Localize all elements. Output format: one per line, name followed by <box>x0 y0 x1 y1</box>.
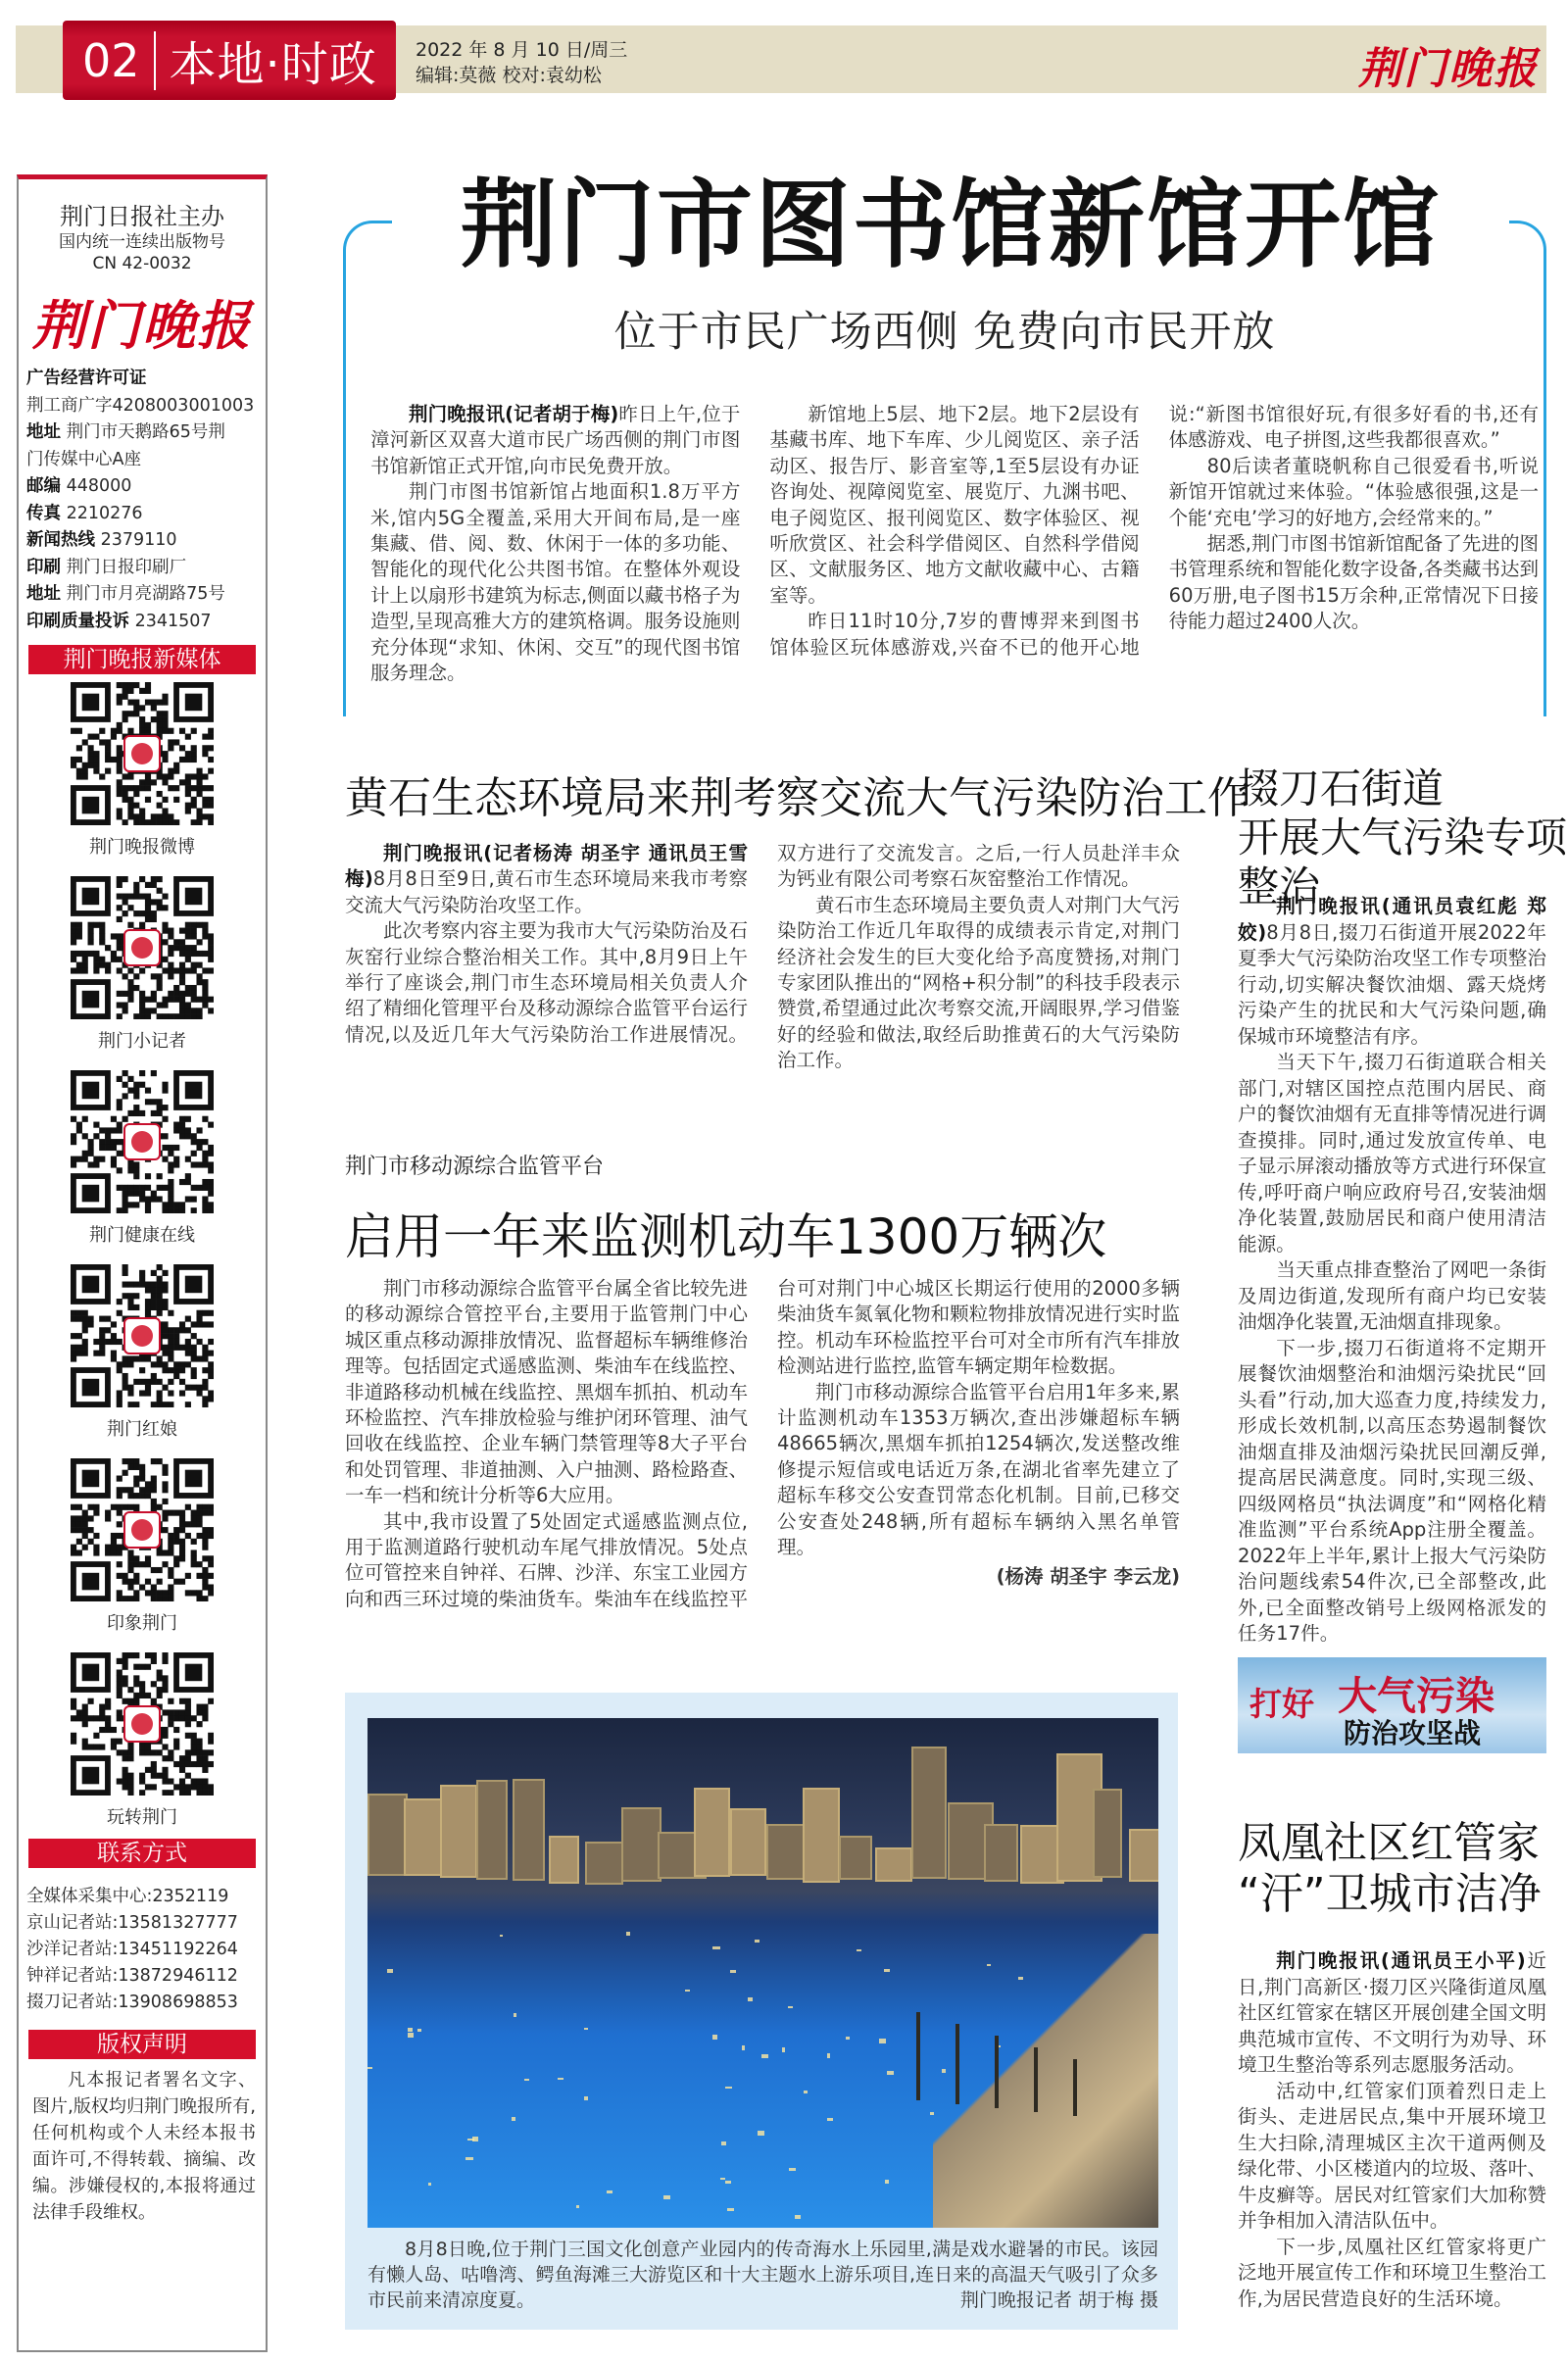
paragraph-text: 当天重点排查整治了网吧一条街及周边街道,发现所有商户均已安装油烟净化装置,无油烟直排现象。 <box>1238 1258 1546 1333</box>
light-reflection <box>685 1990 690 1992</box>
water-park-photo <box>368 1718 1158 2228</box>
paragraph-text: 下一步,掇刀石街道将不定期开展餐饮油烟整治和油烟污染扰民“回头看”行动,加大巡查力度,持续发力,形成长效机制,以高压态势遏制餐饮油烟直排及油烟污染扰民回潮反弹,提高居民满意度。同时,实现三级、四级网格员“执法调度”和“网格化精准监测”平台系统App注册全覆盖。2022年上半年,累计上报大气污染防治问题线索54件次,已全部整改,此外,已全面整改销号上级网格派发的任务17件。 <box>1238 1336 1546 1645</box>
photo-caption <box>368 2237 1158 2313</box>
light-reflection <box>789 2168 796 2170</box>
photo-building <box>875 1847 912 1882</box>
paragraph <box>1169 454 1539 531</box>
light-reflection <box>584 2096 588 2100</box>
light-reflection <box>725 2181 731 2184</box>
qr-item[interactable] <box>19 868 266 1062</box>
info-line <box>26 393 266 420</box>
qr-code-icon <box>71 1458 214 1601</box>
info-line <box>26 447 266 474</box>
copyright-text: 凡本报记者署名文字、图片,版权均归荆门晚报所有,任何机构或个人未经本报书面许可,不得转载、摘编、改编。涉嫌侵权的,本报将通过法律手段维权。 <box>32 2070 256 2223</box>
info-value: 2341507 <box>134 611 212 631</box>
light-reflection <box>755 1940 759 1943</box>
dateline: 荆门晚报讯(通讯员袁红彪 郑姣) <box>1238 895 1546 944</box>
info-value: 荆门市月亮湖路75号 <box>66 584 225 604</box>
light-reflection <box>827 2053 830 2058</box>
light-reflection <box>387 1969 394 1973</box>
info-value: 门传媒中心A座 <box>26 449 141 469</box>
photo-building <box>585 1842 623 1884</box>
info-value: 荆门市天鹅路65号荆 <box>66 422 225 442</box>
duodao-headline <box>1238 764 1568 911</box>
info-line <box>26 581 266 609</box>
motor-kicker: 荆门市移动源综合监管平台 <box>345 1155 605 1179</box>
contact-line: 钟祥记者站:13872946112 <box>26 1966 238 1986</box>
info-value: 荆门日报印刷厂 <box>66 557 187 577</box>
light-reflection <box>727 2208 734 2211</box>
light-reflection <box>758 2131 764 2136</box>
palm-tree <box>916 2012 920 2100</box>
issue-date: 2022 年 8 月 10 日/周三 <box>416 39 628 61</box>
paragraph-text: 新馆地上5层、地下2层。地下2层设有基藏书库、地下车库、少儿阅览区、亲子活动区、报告厅、影音室等,1至5层设有办证咨询处、视障阅览室、展览厅、九渊书吧、电子阅览区、报刊阅览区、数字体验区、视听欣赏区、社会科学借阅区、自然科学借阅区、文献服务区、地方文献收藏中心、古籍室等。 <box>769 403 1140 607</box>
fenghuang-headline-line2: “汗”卫城市洁净 <box>1238 1869 1542 1919</box>
info-line <box>26 555 266 582</box>
light-reflection <box>761 2054 768 2058</box>
photo-building <box>440 1785 477 1878</box>
light-reflection <box>720 2178 725 2180</box>
photo-building <box>911 1747 947 1879</box>
lead-subheadline: 位于市民广场西侧 免费向市民开放 <box>613 308 1276 357</box>
paragraph <box>1238 2235 1546 2313</box>
qr-code-icon <box>71 876 214 1019</box>
light-reflection <box>663 2195 670 2200</box>
qr-code-icon <box>71 1652 214 1796</box>
photo-building <box>730 1808 766 1876</box>
photo-building <box>404 1798 443 1876</box>
serial-number: CN 42-0032 <box>92 254 192 273</box>
light-reflection <box>857 1949 861 1951</box>
paragraph <box>370 479 740 686</box>
qr-label: 荆门红娘 <box>107 1419 177 1440</box>
byline: (杨涛 胡圣宇 李云龙) <box>996 1565 1180 1589</box>
contact-line: 京山记者站:13581327777 <box>26 1913 238 1933</box>
photo-building <box>1129 1829 1158 1882</box>
light-reflection <box>885 2180 889 2184</box>
light-reflection <box>721 2141 726 2146</box>
dateline: 荆门晚报讯(通讯员王小平) <box>1276 1949 1526 1972</box>
light-reflection <box>712 1946 720 1950</box>
paragraph-text: 此次考察内容主要为我市大气污染防治及石灰窑行业综合整治相关工作。其中,8月9日上午举行了座谈会,荆门市生态环境局相关负责人介绍了精细化管理平台及移动源综合监管平台运行情况,以及近几年大气污染防治工作进展情况。双方进行了交流发言。之后,一行人员赴洋丰众为钙业有限公司考察石灰窑整治工作情况。 <box>345 842 1180 1046</box>
paragraph-text: 荆门市图书馆新馆占地面积1.8万平方米,馆内5G全覆盖,采用大开间布局,是一座集藏、借、阅、数、休闲于一体的多功能、智能化的现代化公共图书馆。在整体外观设计上以扇形书建筑为标志,侧面以藏书格子为造型,呈现高雅大方的建筑格调。服务设施则充分体现“求知、休闲、交互”的现代图书馆服务理念。 <box>370 480 741 685</box>
light-reflection <box>712 2035 718 2040</box>
paragraph <box>1169 531 1539 635</box>
banner-text-3: 防治攻坚战 <box>1344 1717 1482 1749</box>
info-value: 2210276 <box>66 503 143 523</box>
motor-article-body <box>345 1276 1180 1619</box>
light-reflection <box>466 2157 472 2160</box>
masthead-logo: 荆门晚报 <box>1358 44 1539 94</box>
editors: 编辑:莫薇 校对:袁幼松 <box>416 65 602 86</box>
contact-list <box>19 1868 266 2030</box>
photo-building <box>513 1779 545 1881</box>
photo-credit: 荆门晚报记者 胡于梅 摄 <box>959 2289 1158 2311</box>
info-line <box>26 366 266 393</box>
duodao-headline-line1: 掇刀石街道 <box>1238 764 1445 812</box>
qr-code-icon <box>71 1070 214 1213</box>
light-reflection <box>725 2087 733 2089</box>
light-reflection <box>417 2029 421 2032</box>
light-reflection <box>500 1935 503 1937</box>
light-reflection <box>846 2037 849 2039</box>
paragraph-text: 据悉,荆门市图书馆新馆配备了先进的图书管理系统和智能化数字设备,各类藏书达到60万册,电子图书15万余种,正常情况下日接待能力超过2400人次。 <box>1168 532 1539 633</box>
info-key: 邮编 <box>26 476 61 496</box>
light-reflection <box>428 2183 431 2185</box>
info-value: 448000 <box>66 476 132 496</box>
info-value: 荆工商广字4208003001003 <box>26 395 255 416</box>
qr-code-icon <box>71 682 214 825</box>
qr-item[interactable] <box>19 1451 266 1645</box>
paragraph <box>769 402 1139 609</box>
palm-tree <box>1034 2047 1038 2112</box>
banner-text-1: 打好 <box>1250 1685 1314 1723</box>
qr-label: 荆门晚报微博 <box>89 837 195 858</box>
light-reflection <box>584 2028 589 2030</box>
info-line <box>26 473 266 501</box>
paragraph <box>777 893 1180 1074</box>
palm-tree <box>1073 2059 1077 2116</box>
paragraph <box>1238 1050 1546 1257</box>
paragraph-text: 8月8日至9日,黄石市生态环境局来我市考察交流大气污染防治攻坚工作。 <box>345 867 748 916</box>
pool-deck <box>933 1934 1158 2228</box>
paragraph <box>1238 1948 1546 2079</box>
fenghuang-article-body <box>1238 1948 1546 2312</box>
paragraph-text: 活动中,红管家们顶着烈日走上街头、走进居民点,集中开展环境卫生大扫除,清理城区主次干道两侧及绿化带、小区楼道内的垃圾、落叶、牛皮癣等。居民对红管家们大加称赞并争相加入清洁队伍中。 <box>1238 2079 1546 2232</box>
banner-text-2: 大气污染 <box>1338 1674 1494 1719</box>
info-key: 印刷 <box>26 557 61 577</box>
light-reflection <box>795 2215 801 2219</box>
light-reflection <box>472 2137 478 2141</box>
light-reflection <box>408 2028 413 2033</box>
light-reflection <box>887 2071 895 2075</box>
paragraph <box>345 1276 748 1509</box>
photo-building <box>839 1836 872 1880</box>
light-reflection <box>884 1969 890 1972</box>
dateline: 荆门晚报讯(记者胡于梅) <box>409 403 619 425</box>
duodao-headline-line2: 开展大气污染专项整治 <box>1238 813 1568 910</box>
light-reflection <box>804 2091 808 2093</box>
sidebar <box>17 174 268 2352</box>
huangshi-article-body <box>345 841 1180 1076</box>
paragraph <box>1238 2079 1546 2235</box>
publication-info <box>19 366 266 635</box>
info-key: 新闻热线 <box>26 530 95 550</box>
palm-tree <box>956 2024 959 2104</box>
light-reflection <box>524 2079 529 2081</box>
paragraph-text: 其中,我市设置了5处固定式遥感监测点位,用于监测道路行驶机动车尾气排放情况。5处点位可管控来自钟祥、石牌、沙洋、东宝工业园方向和西三环过境的柴油货车。柴油车在线监控平台可对荆门中心城区长期运行使用的2000多辆柴油货车氮氧化物和颗粒物排放情况进行实时监控。机动车环检监控平台可对全市所有汽车排放检测站进行监控,监管车辆定期年检数据。 <box>345 1277 1180 1610</box>
huangshi-headline: 黄石生态环境局来荆考察交流大气污染防治工作 <box>345 773 1250 823</box>
contact-line: 沙洋记者站:13451192264 <box>26 1940 238 1959</box>
light-reflection <box>782 2047 786 2052</box>
section-name: 本地·时政 <box>169 37 377 92</box>
light-reflection <box>512 2117 515 2121</box>
photo-building <box>476 1780 508 1880</box>
paragraph-text: 昨日上午,位于漳河新区双喜大道市民广场西侧的荆门市图书馆新馆正式开馆,向市民免费开放。 <box>370 403 741 477</box>
qr-label: 荆门健康在线 <box>89 1225 195 1246</box>
photo-building <box>621 1807 662 1882</box>
publisher: 荆门日报社主办 <box>60 203 224 230</box>
paragraph-text: 昨日11时10分,7岁的曹博羿来到图书馆体验区玩体感游戏,兴奋不已的他开心地说:“新图书馆很好玩,有很多好看的书,还有体感游戏、电子拼图,这些我都很喜欢。” <box>769 403 1539 659</box>
qr-label: 玩转荆门 <box>107 1807 177 1828</box>
lead-headline: 荆门市图书馆新馆开馆 <box>392 167 1509 284</box>
light-reflection <box>742 2045 745 2049</box>
qr-label: 荆门小记者 <box>98 1031 186 1052</box>
qr-item[interactable] <box>19 1062 266 1256</box>
contact-line: 全媒体采集中心:2352119 <box>26 1887 229 1906</box>
paragraph <box>1238 894 1546 1050</box>
paragraph <box>345 841 748 918</box>
light-reflection <box>748 1997 753 2001</box>
light-reflection <box>730 1970 735 1973</box>
qr-item[interactable] <box>19 1256 266 1451</box>
fenghuang-headline <box>1238 1818 1542 1920</box>
paragraph <box>1238 1257 1546 1336</box>
qr-code-icon <box>71 1264 214 1407</box>
lead-article-body <box>370 402 1539 696</box>
info-key: 地址 <box>26 422 61 442</box>
serial-label: 国内统一连续出版物号 <box>59 232 225 252</box>
light-reflection <box>514 2013 516 2017</box>
info-line <box>26 527 266 555</box>
qr-item[interactable] <box>19 674 266 868</box>
paragraph-text: 8月8日,掇刀石街道开展2022年夏季大气污染防治攻坚工作专项整治行动,切实解决餐饮油烟、露天烧烤污染产生的扰民和大气污染问题,确保城市环境整洁有序。 <box>1238 920 1546 1048</box>
photo-building <box>803 1788 840 1882</box>
paragraph <box>370 402 740 479</box>
sidebar-logo: 荆门晚报 <box>32 294 252 357</box>
photo-building <box>549 1836 579 1884</box>
info-value: 2379110 <box>100 530 177 550</box>
contact-line: 掇刀记者站:13908698853 <box>26 1993 238 2012</box>
qr-code-list <box>19 674 266 1839</box>
contact-heading: 联系方式 <box>28 1839 256 1868</box>
light-reflection <box>879 2039 886 2042</box>
info-line <box>26 419 266 447</box>
paragraph <box>777 1380 1180 1561</box>
paragraph-text: 近日,荆门高新区·掇刀区兴隆街道凤凰社区红管家在辖区开展创建全国文明典范城市宣传、不文明行为劝导、环境卫生整治等系列志愿服务活动。 <box>1238 1949 1547 2076</box>
motor-headline: 启用一年来监测机动车1300万辆次 <box>345 1208 1107 1265</box>
light-reflection <box>788 2006 793 2009</box>
palm-tree <box>995 2036 999 2108</box>
photo-building <box>984 1824 1018 1882</box>
paragraph <box>1238 1336 1546 1648</box>
campaign-banner <box>1238 1657 1546 1753</box>
info-key: 印刷质量投诉 <box>26 611 129 631</box>
light-reflection <box>827 2118 832 2120</box>
paragraph-text: 下一步,凤凰社区红管家将更广泛地开展宣传工作和环境卫生整治工作,为居民营造良好的生活环境。 <box>1238 2235 1546 2310</box>
light-reflection <box>607 2190 612 2193</box>
duodao-article-body <box>1238 894 1546 1648</box>
section-tab <box>63 21 396 100</box>
info-key: 传真 <box>26 503 61 523</box>
paragraph-text: 荆门市移动源综合监管平台启用1年多来,累计监测机动车1353万辆次,查出涉嫌超标车辆48665辆次,黑烟车抓拍1254辆次,发送整改维修提示短信或电话近万条,在湖北省率先建立了超标车移交公安查罚常态化机制。目前,已移交公安查处248辆,所有超标车辆纳入黑名单管理。 <box>777 1380 1180 1559</box>
photo-building <box>1093 1789 1122 1878</box>
paragraph-text: 80后读者董晓帆称自己很爱看书,听说新馆开馆就过来体验。“体验感很强,这是一个能‘充电’学习的好地方,会经常来的。” <box>1168 454 1539 529</box>
info-line <box>26 609 266 636</box>
photo-building <box>368 1794 408 1876</box>
fenghuang-headline-line1: 凤凰社区红管家 <box>1238 1818 1540 1868</box>
qr-label: 印象荆门 <box>107 1613 177 1634</box>
caption-text: 8月8日晚,位于荆门三国文化创意产业园内的传奇海水上乐园里,满是戏水避暑的市民。该园有懒人岛、咕噜湾、鳄鱼海滩三大游览区和十大主题水上游乐项目,连日来的高温天气吸引了众多市民前来清凉度夏。 <box>368 2239 1158 2311</box>
qr-item[interactable] <box>19 1645 266 1839</box>
light-reflection <box>576 2205 579 2208</box>
info-key: 广告经营许可证 <box>26 369 147 388</box>
paragraph-text: 荆门市移动源综合监管平台属全省比较先进的移动源综合管控平台,主要用于监管荆门中心城区重点移动源排放情况、监督超标车辆维修治理等。包括固定式遥感监测、柴油车在线监控、非道路移动机械在线监控、黑烟车抓拍、机动车环检监控、汽车排放检验与维护闭环管理、油气回收在线监控、企业车辆门禁管理等8大子平台和处罚管理、非道抽测、入户抽测、路检路查、一车一档和统计分析等6大应用。 <box>345 1277 748 1507</box>
new-media-heading: 荆门晚报新媒体 <box>28 645 256 674</box>
info-line <box>26 501 266 528</box>
info-key: 地址 <box>26 584 61 604</box>
light-reflection <box>558 2078 564 2081</box>
light-reflection <box>408 2033 413 2038</box>
copyright-heading: 版权声明 <box>28 2030 256 2059</box>
paragraph-text: 黄石市生态环境局主要负责人对荆门大气污染防治工作近几年取得的成绩表示肯定,对荆门经济社会发生的巨大变化给予高度赞扬,对荆门专家团队推出的“网格+积分制”的科技手段表示赞赏,希望通过此次考察交流,开阔眼界,学习借鉴好的经验和做法,取经后助推黄石的大气污染防治工作。 <box>777 893 1180 1072</box>
light-reflection <box>626 1932 629 1936</box>
paragraph-text: 当天下午,掇刀石街道联合相关部门,对辖区国控点范围内居民、商户的餐饮油烟有无直排等情况进行调查摸排。同时,通过发放宣传单、电子显示屏滚动播放等方式进行环保宣传,呼吁商户响应政府号召,安装油烟净化装置,鼓励居民和商户使用清洁能源。 <box>1238 1051 1546 1255</box>
photo-building <box>694 1788 730 1876</box>
dateline: 荆门晚报讯(记者杨涛 胡圣宇 通讯员王雪梅) <box>345 842 748 891</box>
light-reflection <box>368 2067 372 2069</box>
page-number: 02 <box>63 31 156 90</box>
